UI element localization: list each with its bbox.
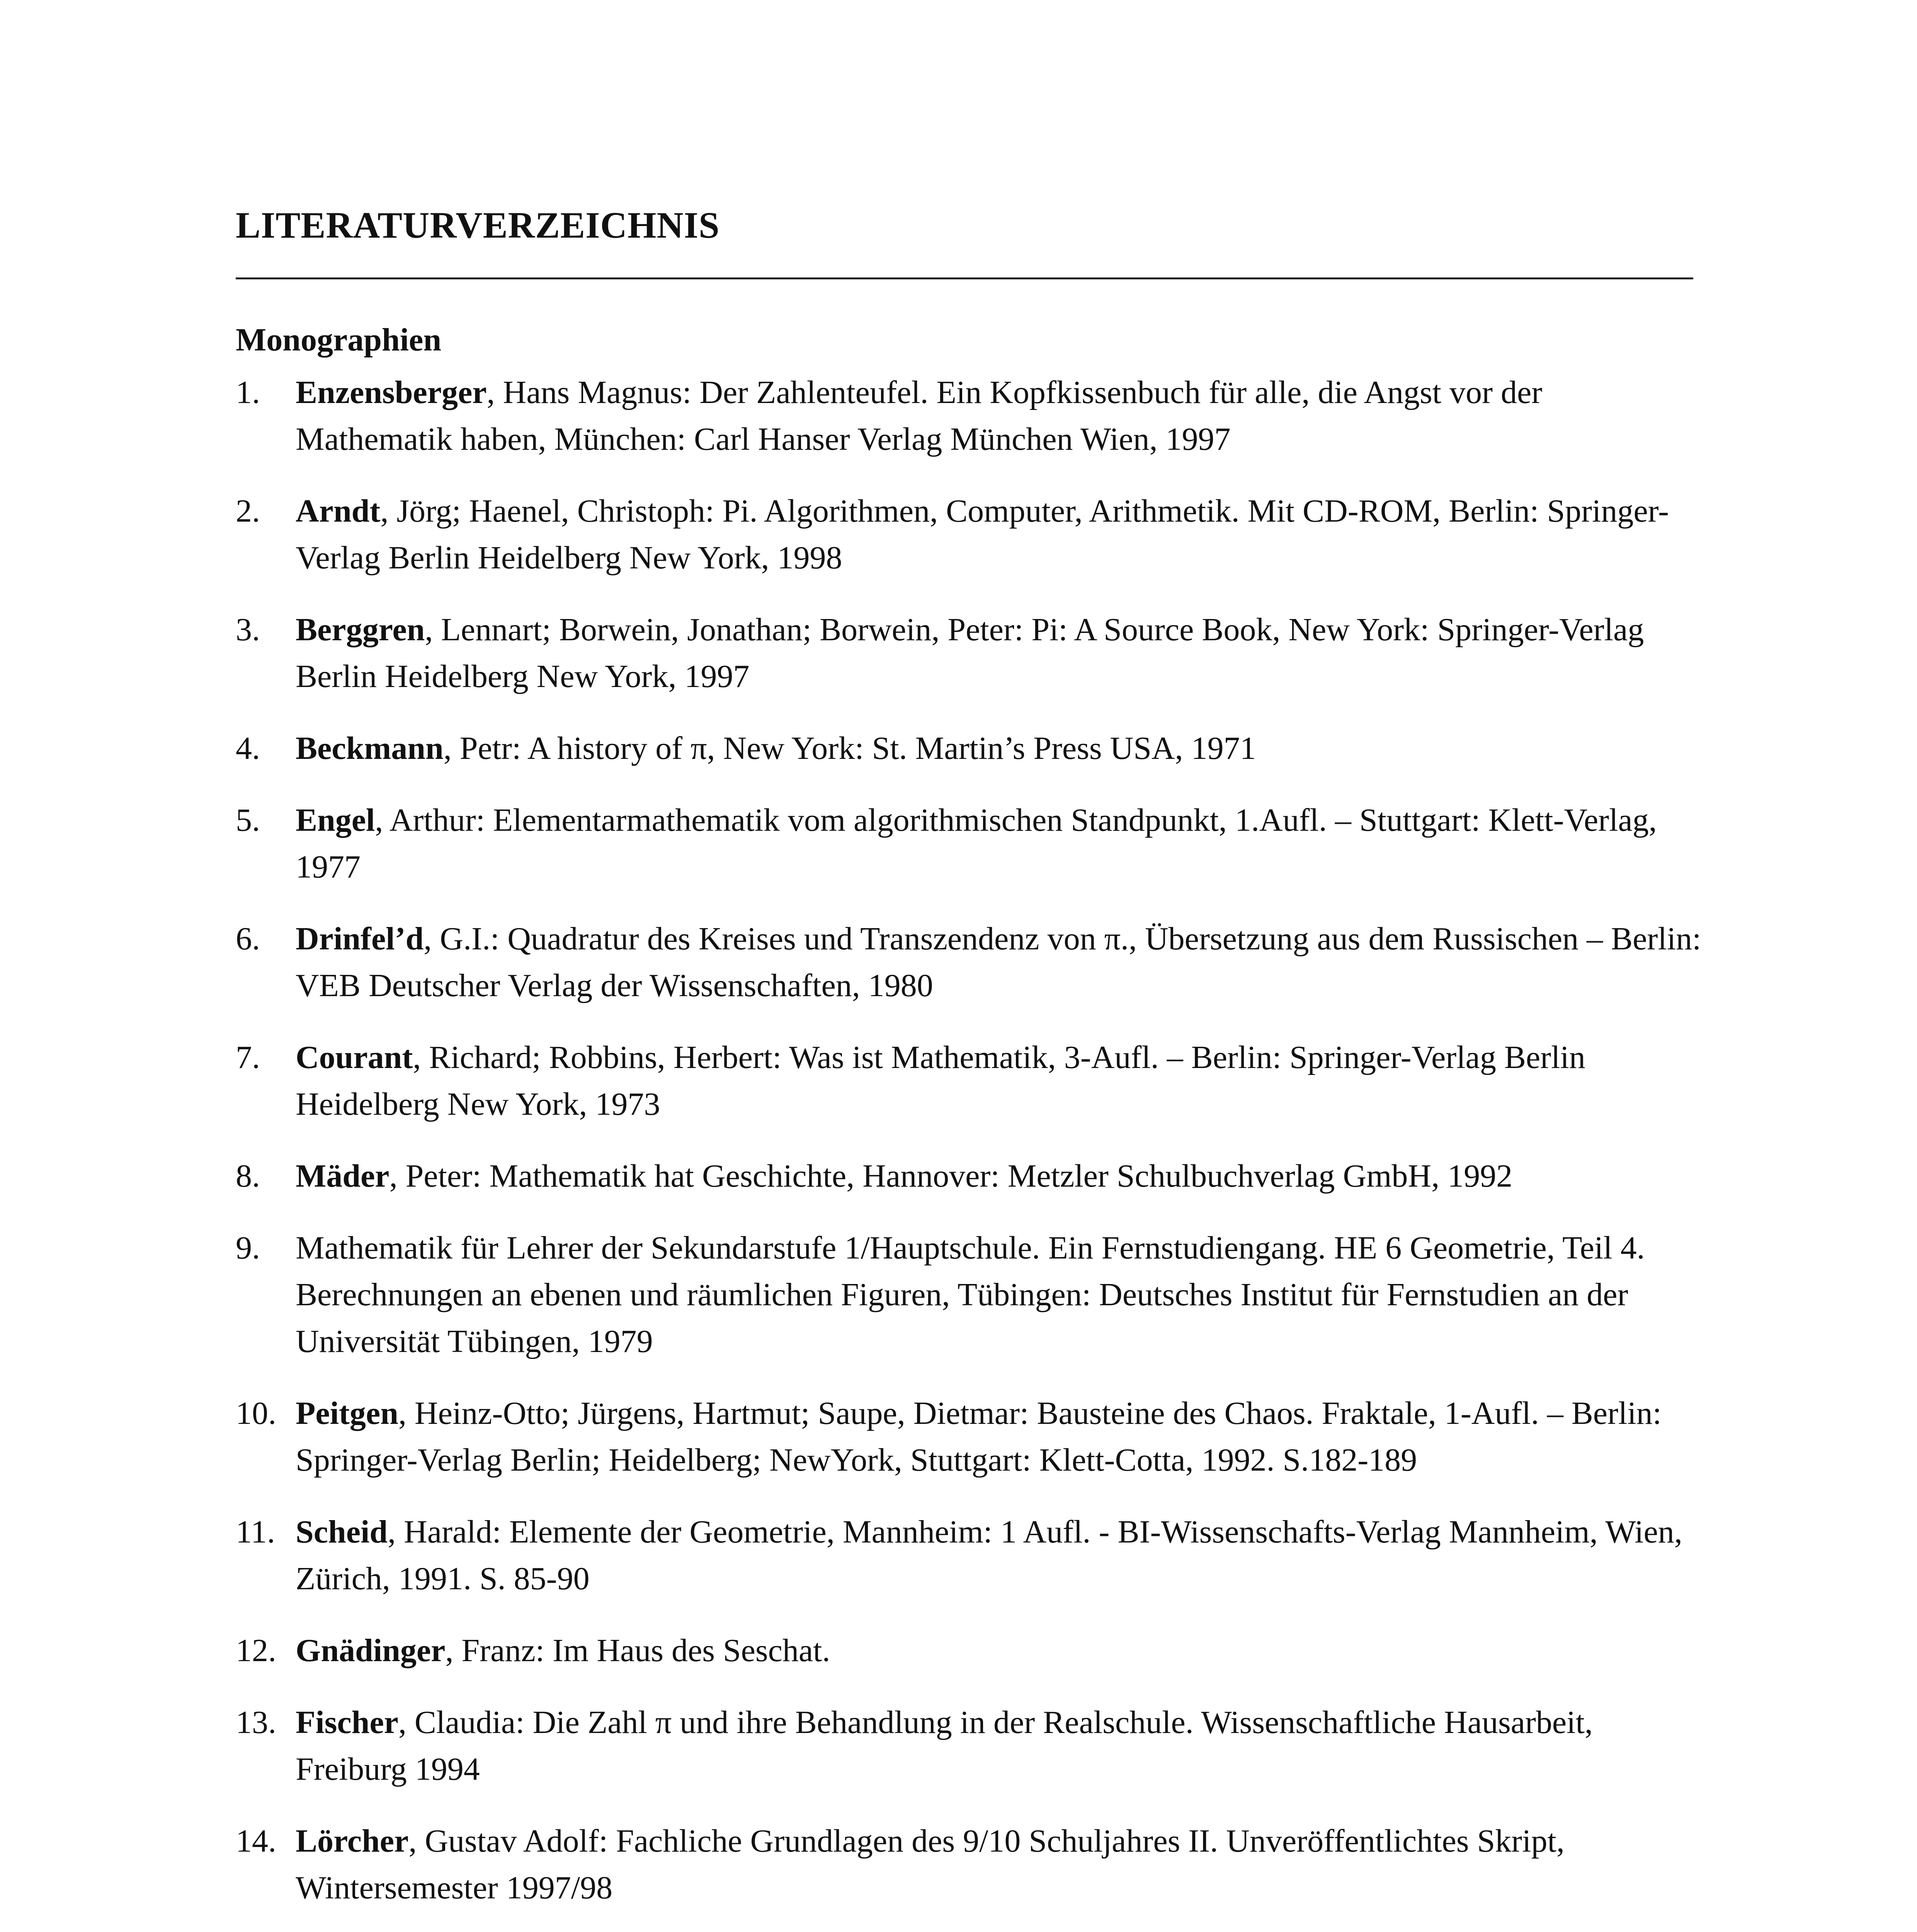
reference-author: Arndt: [296, 493, 381, 529]
reference-item: [236, 797, 1704, 890]
reference-details: Mathematik für Lehrer der Sekundarstufe 1/Hauptschule. Ein Fernstudiengang. HE 6 Geometrie, Teil 4. Berechnungen an ebenen und räumlichen Figuren, Tübingen: Deutsches Institut für Fernstudien an der Universität Tübingen, 1979: [296, 1230, 1645, 1359]
reference-author: Courant: [296, 1039, 413, 1075]
reference-author: Berggren: [296, 612, 425, 648]
reference-item: [236, 915, 1704, 1009]
reference-number: 5.: [236, 802, 260, 838]
reference-details: , Claudia: Die Zahl π und ihre Behandlung in der Realschule. Wissenschaftliche Hausarbeit, Freiburg 1994: [296, 1704, 1593, 1787]
reference-details: , Jörg; Haenel, Christoph: Pi. Algorithmen, Computer, Arithmetik. Mit CD-ROM, Berlin: Springer-Verlag Berlin Heidelberg New York, 1998: [296, 493, 1669, 576]
reference-details: , Petr: A history of π, New York: St. Martin’s Press USA, 1971: [443, 730, 1256, 766]
reference-details: , Arthur: Elementarmathematik vom algorithmischen Standpunkt, 1.Aufl. – Stuttgart: Klett-Verlag, 1977: [296, 802, 1657, 885]
reference-item: [236, 1509, 1704, 1602]
reference-author: Peitgen: [296, 1395, 398, 1431]
reference-item: [236, 1225, 1704, 1365]
reference-author: Enzensberger: [296, 374, 487, 410]
reference-author: Beckmann: [296, 730, 444, 766]
reference-details: , G.I.: Quadratur des Kreises und Transzendenz von π., Übersetzung aus dem Russischen – Berlin: VEB Deutscher Verlag der Wissenschaften, 1980: [296, 921, 1701, 1003]
reference-author: Fischer: [296, 1704, 398, 1740]
reference-number: 9.: [236, 1230, 260, 1266]
reference-item: [236, 725, 1704, 772]
reference-number: 7.: [236, 1039, 260, 1075]
reference-number: 12.: [236, 1633, 276, 1668]
reference-item: [236, 1699, 1704, 1793]
reference-item: [236, 488, 1704, 581]
page-heading: LITERATURVERZEICHNIS: [236, 204, 720, 246]
reference-author: Lörcher: [296, 1823, 409, 1859]
reference-details: , Heinz-Otto; Jürgens, Hartmut; Saupe, Dietmar: Bausteine des Chaos. Fraktale, 1-Aufl. – Berlin: Springer-Verlag Berlin; Heidelberg; NewYork, Stuttgart: Klett-Cotta, 1992. S.182-189: [296, 1395, 1662, 1478]
reference-list: [236, 369, 1704, 1932]
reference-item: [236, 1627, 1704, 1674]
reference-details: , Gustav Adolf: Fachliche Grundlagen des 9/10 Schuljahres II. Unveröffentlichtes Skript, Wintersemester 1997/98: [296, 1823, 1565, 1906]
reference-number: 8.: [236, 1158, 260, 1194]
reference-item: [236, 1818, 1704, 1911]
reference-number: 4.: [236, 730, 260, 766]
reference-number: 10.: [236, 1395, 276, 1431]
reference-number: 3.: [236, 612, 260, 648]
reference-item: [236, 369, 1704, 463]
reference-author: Mäder: [296, 1158, 390, 1194]
reference-details: , Lennart; Borwein, Jonathan; Borwein, Peter: Pi: A Source Book, New York: Springer-Verlag Berlin Heidelberg New York, 1997: [296, 612, 1644, 694]
reference-author: Engel: [296, 802, 375, 838]
reference-author: Gnädinger: [296, 1633, 446, 1668]
reference-details: , Peter: Mathematik hat Geschichte, Hannover: Metzler Schulbuchverlag GmbH, 1992: [389, 1158, 1513, 1194]
reference-item: [236, 606, 1704, 700]
reference-item: [236, 1153, 1704, 1199]
reference-number: 6.: [236, 921, 260, 957]
heading-rule: [236, 277, 1693, 279]
reference-details: , Richard; Robbins, Herbert: Was ist Mathematik, 3-Aufl. – Berlin: Springer-Verlag Berlin Heidelberg New York, 1973: [296, 1039, 1585, 1122]
reference-details: , Franz: Im Haus des Seschat.: [445, 1633, 830, 1668]
reference-author: Scheid: [296, 1514, 388, 1550]
reference-number: 2.: [236, 493, 260, 529]
reference-number: 14.: [236, 1823, 276, 1859]
reference-details: , Hans Magnus: Der Zahlenteufel. Ein Kopfkissenbuch für alle, die Angst vor der Mathematik haben, München: Carl Hanser Verlag München Wien, 1997: [296, 374, 1543, 457]
reference-author: Drinfel’d: [296, 921, 424, 957]
reference-item: [236, 1034, 1704, 1128]
reference-details: , Harald: Elemente der Geometrie, Mannheim: 1 Aufl. - BI-Wissenschafts-Verlag Mannheim, Wien, Zürich, 1991. S. 85-90: [296, 1514, 1682, 1597]
reference-number: 11.: [236, 1514, 275, 1550]
reference-number: 13.: [236, 1704, 276, 1740]
section-title: Monographien: [236, 322, 442, 358]
reference-number: 1.: [236, 374, 260, 410]
reference-item: [236, 1390, 1704, 1483]
